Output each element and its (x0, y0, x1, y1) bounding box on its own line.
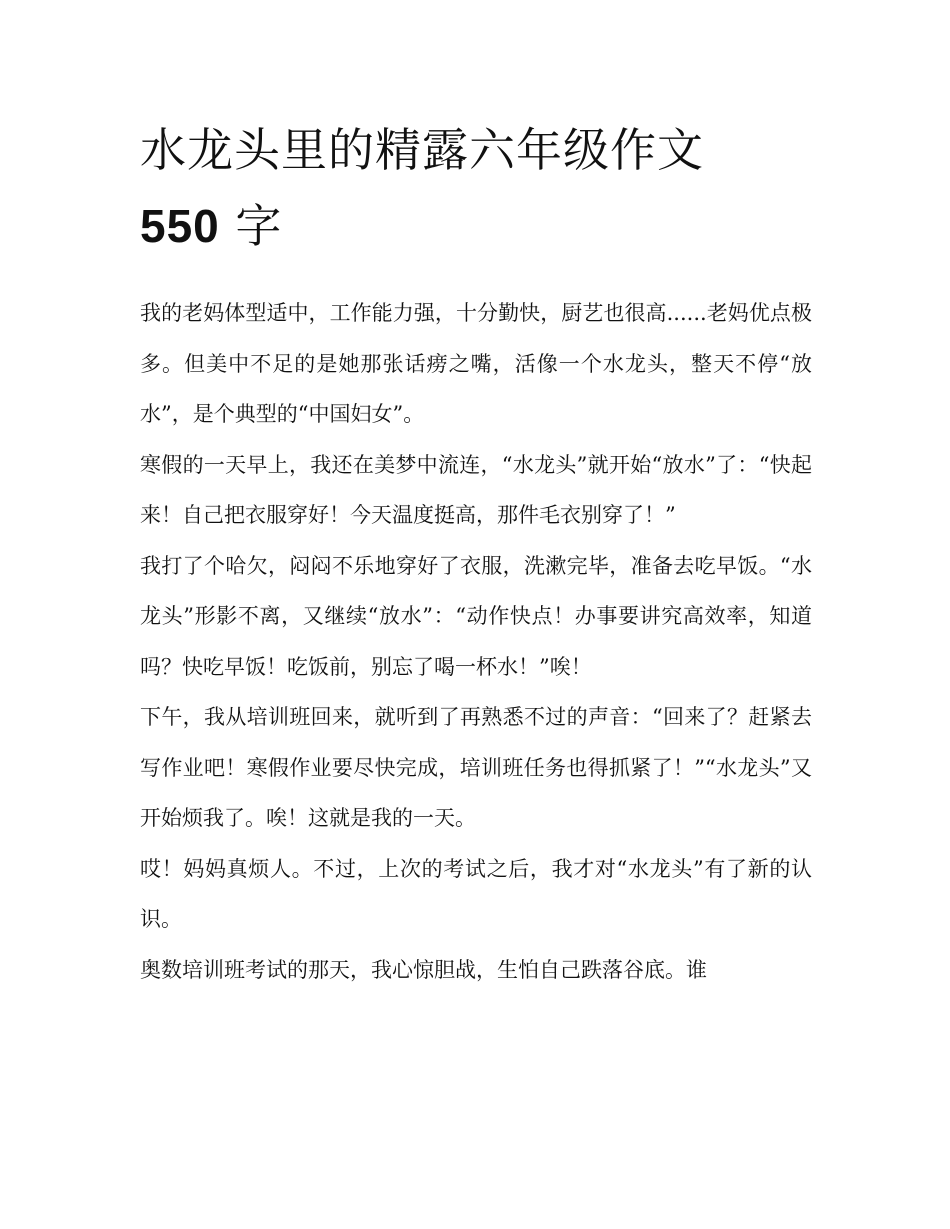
document-title (140, 112, 812, 264)
title-text: 水龙头里的精露六年级作文 (140, 123, 704, 177)
paragraph: 寒假的一天早上，我还在美梦中流连，“水龙头”就开始“放水”了：“快起来！自己把衣服穿好！今天温度挺高，那件毛衣别穿了！” (140, 452, 812, 527)
paragraph: 我打了个哈欠，闷闷不乐地穿好了衣服，洗漱完毕，准备去吃早饭。“水龙头”形影不离，又继续“放水”：“动作快点！办事要讲究高效率，知道吗？快吃早饭！吃饭前，别忘了喝一杯水！”唉！ (140, 553, 812, 679)
document-body (140, 288, 812, 995)
title-word-count: 550 (140, 200, 220, 252)
paragraph: 奥数培训班考试的那天，我心惊胆战，生怕自己跌落谷底。谁 (140, 957, 707, 982)
paragraph: 我的老妈体型适中，工作能力强，十分勤快，厨艺也很高......老妈优点极多。但美中不足的是她那张话痨之嘴，活像一个水龙头，整天不停“放水”，是个典型的“中国妇女”。 (140, 301, 812, 426)
title-suffix: 字 (219, 199, 283, 253)
document-page (140, 112, 812, 995)
paragraph: 下午，我从培训班回来，就听到了再熟悉不过的声音：“回来了？赶紧去写作业吧！寒假作业要尽快完成，培训班任务也得抓紧了！”“水龙头”又开始烦我了。唉！这就是我的一天。 (140, 705, 812, 830)
paragraph: 哎！妈妈真烦人。不过，上次的考试之后，我才对“水龙头”有了新的认识。 (140, 856, 812, 931)
